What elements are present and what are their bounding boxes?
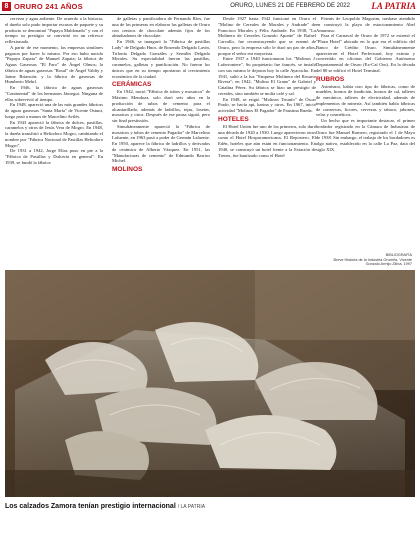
bibliography-line: Gonzalo Armijo Zilina, 1997: [365, 262, 412, 267]
issue-date: ORURO, LUNES 21 DE FEBRERO DE 2022: [230, 3, 350, 9]
photo-caption: [5, 503, 205, 510]
article-paragraph: cerveza y agua ardiente. De acuerdo a la historia, el dueño solo pudo importar escasos de paquete y su producto se denominó "Papaya Maldonado" y con el tiempo su prestigio se convirtió en un refresco reflexionado.: [5, 16, 103, 44]
article-paragraph: En 1948, se erigió "Molinos Triunfo" de Óscar Prado, se hacía api, harina y otros. En 1967, inició actividad "Molinos El Pagador" de Faustina Rueda.: [218, 96, 316, 113]
shoes-illustration: [5, 270, 415, 497]
article-paragraph: Entre 1937 a 1940 funcionaron los "Molinos J. Laferroniere". Su propietario fue francés, se instaló con sus mismo le dejaron hoy la calle Ayacucho. En 1941, salió a la luz "Empresa Molinera del Rosario Rivera"; en 1942, "Molino El Grano" de Gabriel y Catalina Pérez. Su fábrica se hizo un prestigio de cereales, sino también se molía café y sal.: [218, 56, 316, 96]
article-column-2: [112, 16, 210, 174]
article-paragraph: En 1946, se inauguró la "Fábrica de pastillas Lady" de Delgado Hnos. de Rosendo Delgado Lavín, Trifonía Delgado Gonzáles y Sernilín Delgado Morales. Su especialidad fueron las pastillas, caramelos, galletas y panificación. No fueron los únicos que en su tiempo aportaron al crecimiento económico de la ciudad.: [112, 39, 210, 79]
article-paragraph: Asimismo, había otro tipo de fábricas, como de muebles, hornos de fundición, hornos de cal, talleres de mecánica, talleres de electricidad, además de implementos de minería. Así también había fábricas de conservas, licores, cervezas y tabaco, jabones, velas y cosméticos.: [316, 83, 415, 118]
bibliography-heading: BIBLIOGRAFÍA: [385, 253, 412, 257]
newspaper-logo: LA PATRIA: [371, 1, 416, 11]
caption-source: / LA PATRIA: [177, 504, 206, 510]
article-column-1: [5, 16, 103, 166]
article-paragraph: Desde 1927 hasta 1942 funcionó en Oruro el "Molino de Cereales de Morales y Andrade" de Francisco Morales y Félix Andrade. En 1938, "La Molinera de Cereales Gonzalo Aponte" de Rafael Carvallo, fue reconstruyendo que se erannó de Oruro, pero la empresa sólo le duró un par de años, porque el señor era mayorista.: [218, 16, 316, 56]
article-paragraph: Fórmis de Leopoldo Magorim, trasbase atendido en construyó la playa de estacionamiento Abel Amarruso.: [316, 16, 415, 33]
bibliography-credit: [320, 253, 412, 267]
article-column-4: [316, 16, 415, 153]
article-paragraph: De 1931 a 1942, Jorge Elías puso en pie a la "Fábrica de Pastillas y Dulcería en general". En 1939, se fundó la fábrica: [5, 148, 103, 165]
article-paragraph: Para el Carnaval de Oruro de 1972 se estrenó el "Plaza Hotel" ubicado en lo que era el edificio del Banco de Crédito Oruro. Simultáneamente aparecieron el Hotel Prefectural, hoy extinto y convertido en oficinas del Gobierno Autónomo Departamental de Oruro (Ex-Caí Oru). En la década del 80 se edificó el Hotel Terminal.: [316, 33, 415, 73]
article-column-3: [218, 16, 316, 158]
article-paragraph: El Hotel Unión fue uno de los primeros, solo duró una década de 1920 a 1930. Luego aparecieron otros como el Hotel Hospacamericana, El Repostero, El Edén, hoteles que aún están en funcionamiento. En 1940, se construyó un hotel frente a la Estación de Trenes, fue bautizado como el Hotel: [218, 123, 316, 158]
article-paragraph: de galletas y panificadora de Fernando Ríos, fue una de las primeras en elaborar las galletas de Oruro con centros de chocolate además fijos de los almohadones de chocolate.: [112, 16, 210, 39]
page-number: 8: [2, 2, 11, 11]
page-header: [0, 0, 420, 15]
section-title: ORURO 241 AÑOS: [14, 2, 83, 11]
caption-text: Los calzados Zamora tenían prestigio internacional: [5, 503, 176, 510]
article-paragraph: En 1948, apareció una de las más grandes fábricas de aguas gaseosas "Santa María" de Vicente Ostuni, luego pasó a manos de Marcelino Avilés.: [5, 102, 103, 119]
section-heading: HOTELES: [218, 115, 249, 123]
section-heading: CERÁMICAS: [112, 81, 152, 89]
article-paragraph: Simultáneamente apareció la "Fábrica de mosaicos y tubos de cemento Pagador" de Marcelino Lafuente, en 1963 pasó a poder de Germán Lafuente. En 1950, aparece la fábrica de ladrillos y derivados de cerámica de Alberto Vázquez. En 1951, las "Manufacturas de cemento" de Edmundo Barrios Michel.: [112, 123, 210, 164]
article-paragraph: A partir de ese momento, las empresas similares pagaron por hacer lo mismo. Por eso hubo nacido "Papaya Zapata" de Manuel Zapata; la fábrica de Aguas Gaseosas "El Faro" de Ángel Olmos; la fábrica de aguas gaseosas "Rosal" de Ángel Valdiy y Jaime Briancón; y la fábrica de gaseosas de Humberto Mehrl.: [5, 44, 103, 85]
article-paragraph: En 1942, nació "Fábrica de tubos y mosaicos" de Máximo Mendoza, solo duró seis años en la producción de tubos de cemento para el alcantarillado, además de ladrillos, tejas, losetas, mosaicos y otros. Después de ese pausa siguió, pero sin final prestissión.: [112, 89, 210, 123]
article-paragraph: En 1943 apareció la fábrica de dulces, pastillas, caramelos y otros de Jesús Vera de Mogro. En 1948, la dueña transfirió a Heliodoro Mogro, cambiando el nombre por "Fábrica Nacional de Pastillas Heliodoro Mogro".: [5, 119, 103, 148]
shoe-display-photo: [5, 270, 415, 497]
section-heading: MOLINOS: [112, 166, 143, 173]
article-paragraph: Un hecho que es importante destacar, el primer bordador registrado en la Cámara de Industrias de Oruro fue Manuel Romero, registrado el 1 de Mayo de 1938. Sin embargo, el trabajo de los bordadores es algo nativo, establecido en la calle La Paz, data del siglo XIX.: [316, 118, 415, 152]
article-paragraph: En 1946, la fábrica de aguas gaseosas "Continental" de los hermanos Jáuregui. Ninguna de ellas sobrevivió al tiempo.: [5, 85, 103, 102]
bibliography-line: Breve Historia de la Industria Orureña, Vicente: [333, 257, 412, 262]
section-heading: RUBROS: [316, 75, 345, 83]
caption-source-name: LA PATRIA: [180, 504, 206, 510]
